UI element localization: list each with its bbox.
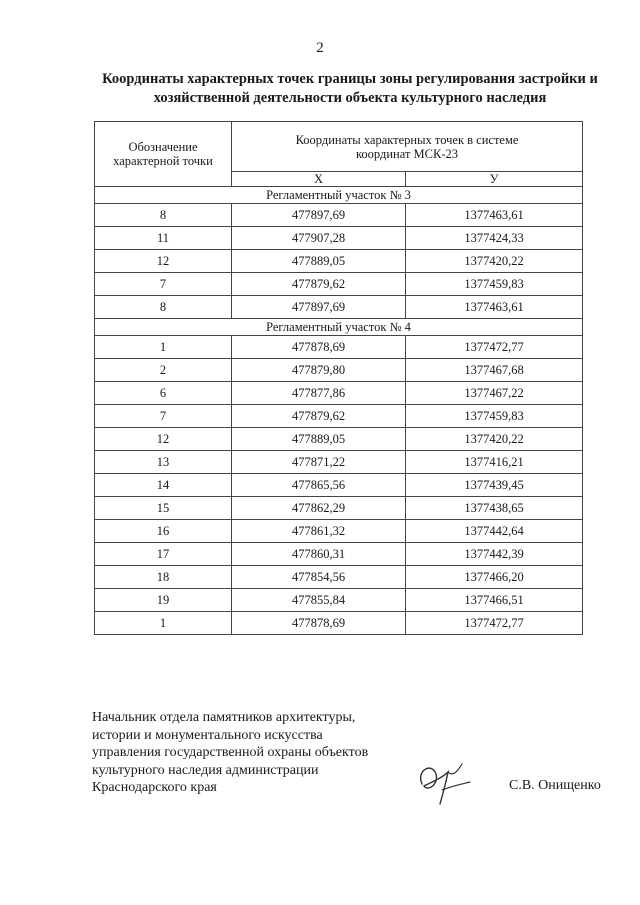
table-row — [95, 566, 583, 589]
title-line: Координаты характерных точек границы зоны регулирования застройки и — [102, 71, 598, 87]
y-column-header: У — [406, 172, 583, 187]
y-coordinate-cell: 1377463,61 — [406, 204, 583, 227]
y-coordinate-cell: 1377420,22 — [406, 250, 583, 273]
y-coordinate-cell: 1377472,77 — [406, 612, 583, 635]
table-row — [95, 359, 583, 382]
y-coordinate-cell: 1377459,83 — [406, 273, 583, 296]
section-header-row — [95, 319, 583, 336]
table-row — [95, 336, 583, 359]
y-coordinate-cell: 1377459,83 — [406, 405, 583, 428]
x-coordinate-cell: 477879,80 — [232, 359, 406, 382]
x-coordinate-cell: 477854,56 — [232, 566, 406, 589]
x-coordinate-cell: 477907,28 — [232, 227, 406, 250]
point-cell: 7 — [95, 273, 232, 296]
coordinates-system-header: Координаты характерных точек в системе координат МСК-23 — [232, 122, 583, 172]
table-row — [95, 520, 583, 543]
x-coordinate-cell: 477861,32 — [232, 520, 406, 543]
x-coordinate-cell: 477855,84 — [232, 589, 406, 612]
x-coordinate-cell: 477871,22 — [232, 451, 406, 474]
signatory-position — [92, 709, 368, 797]
point-designation-header: Обозначение характерной точки — [95, 122, 232, 187]
table-row — [95, 589, 583, 612]
position-line: истории и монументального искусства — [92, 727, 323, 743]
table-row — [95, 451, 583, 474]
x-coordinate-cell: 477877,86 — [232, 382, 406, 405]
y-coordinate-cell: 1377416,21 — [406, 451, 583, 474]
y-coordinate-cell: 1377463,61 — [406, 296, 583, 319]
point-cell: 18 — [95, 566, 232, 589]
section-header-row — [95, 187, 583, 204]
page-number: 2 — [316, 40, 324, 56]
point-cell: 12 — [95, 250, 232, 273]
table-row — [95, 405, 583, 428]
section-label: Регламентный участок № 4 — [95, 319, 583, 336]
y-coordinate-cell: 1377424,33 — [406, 227, 583, 250]
table-row — [95, 273, 583, 296]
section-label: Регламентный участок № 3 — [95, 187, 583, 204]
x-coordinate-cell: 477879,62 — [232, 405, 406, 428]
x-coordinate-cell: 477897,69 — [232, 204, 406, 227]
y-coordinate-cell: 1377438,65 — [406, 497, 583, 520]
x-coordinate-cell: 477879,62 — [232, 273, 406, 296]
point-cell: 1 — [95, 336, 232, 359]
document-title — [60, 70, 640, 108]
position-line: управления государственной охраны объектов — [92, 745, 369, 760]
handwritten-signature — [412, 752, 482, 812]
position-line: Краснодарского края — [92, 780, 217, 795]
table-body — [95, 187, 583, 635]
signer-name: С.В. Онищенко — [509, 778, 601, 793]
table-row — [95, 204, 583, 227]
table-row — [95, 382, 583, 405]
x-column-header: Х — [232, 172, 406, 187]
coordinates-table — [94, 121, 583, 635]
y-coordinate-cell: 1377420,22 — [406, 428, 583, 451]
title-line: хозяйственной деятельности объекта культурного наследия — [153, 90, 547, 106]
point-cell: 11 — [95, 227, 232, 250]
point-cell: 6 — [95, 382, 232, 405]
table-row — [95, 428, 583, 451]
point-cell: 12 — [95, 428, 232, 451]
x-coordinate-cell: 477878,69 — [232, 612, 406, 635]
table-row — [95, 474, 583, 497]
table-row — [95, 296, 583, 319]
table-row — [95, 612, 583, 635]
y-coordinate-cell: 1377472,77 — [406, 336, 583, 359]
y-coordinate-cell: 1377442,64 — [406, 520, 583, 543]
point-cell: 17 — [95, 543, 232, 566]
point-cell: 15 — [95, 497, 232, 520]
y-coordinate-cell: 1377439,45 — [406, 474, 583, 497]
table-row — [95, 227, 583, 250]
point-cell: 14 — [95, 474, 232, 497]
point-cell: 7 — [95, 405, 232, 428]
table-row — [95, 497, 583, 520]
table-row — [95, 250, 583, 273]
y-coordinate-cell: 1377442,39 — [406, 543, 583, 566]
x-coordinate-cell: 477889,05 — [232, 428, 406, 451]
position-line: Начальник отдела памятников архитектуры, — [92, 710, 356, 725]
point-cell: 19 — [95, 589, 232, 612]
y-coordinate-cell: 1377466,51 — [406, 589, 583, 612]
y-coordinate-cell: 1377467,68 — [406, 359, 583, 382]
x-coordinate-cell: 477865,56 — [232, 474, 406, 497]
point-cell: 8 — [95, 296, 232, 319]
table-row — [95, 543, 583, 566]
point-cell: 16 — [95, 520, 232, 543]
y-coordinate-cell: 1377466,20 — [406, 566, 583, 589]
position-line: культурного наследия администрации — [92, 762, 319, 778]
x-coordinate-cell: 477860,31 — [232, 543, 406, 566]
point-cell: 2 — [95, 359, 232, 382]
x-coordinate-cell: 477889,05 — [232, 250, 406, 273]
y-coordinate-cell: 1377467,22 — [406, 382, 583, 405]
x-coordinate-cell: 477878,69 — [232, 336, 406, 359]
x-coordinate-cell: 477897,69 — [232, 296, 406, 319]
point-cell: 8 — [95, 204, 232, 227]
point-cell: 1 — [95, 612, 232, 635]
x-coordinate-cell: 477862,29 — [232, 497, 406, 520]
point-cell: 13 — [95, 451, 232, 474]
